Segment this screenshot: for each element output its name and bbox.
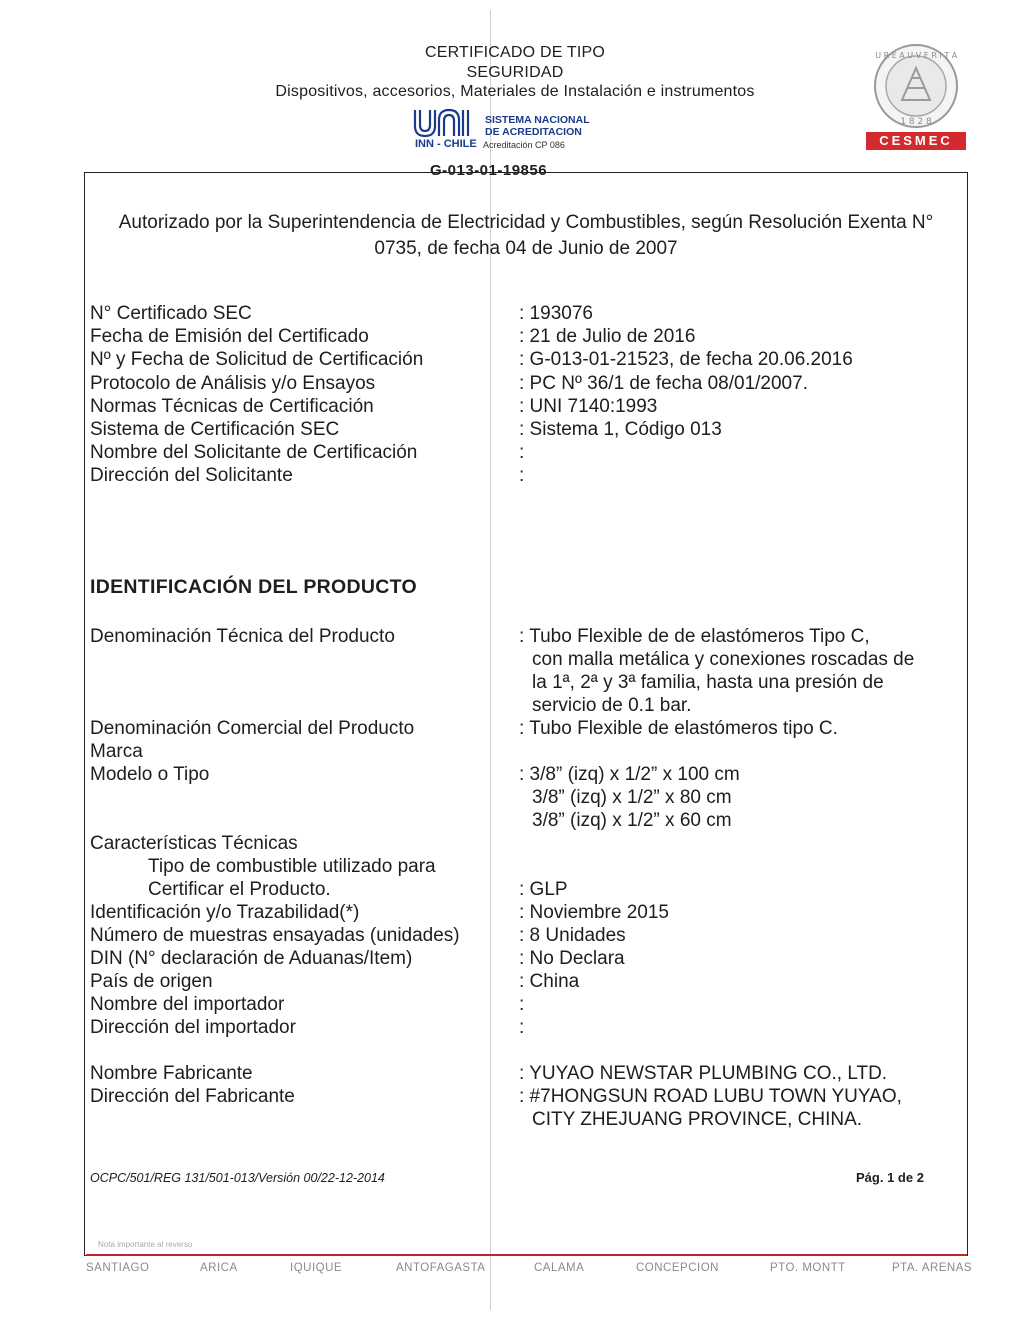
header-scope: Dispositivos, accesorios, Materiales de Instalación e instrumentos xyxy=(275,83,755,100)
model-value-line: : 3/8” (izq) x 1/2” x 100 cm xyxy=(519,764,740,785)
header-subtitle: SEGURIDAD xyxy=(466,64,564,81)
office-city: CALAMA xyxy=(534,1262,585,1274)
field-label: Protocolo de Análisis y/o Ensayos xyxy=(90,373,376,394)
inn-sistema-line1: SISTEMA NACIONAL xyxy=(485,114,590,126)
field-value: : G-013-01-21523, de fecha 20.06.2016 xyxy=(519,349,853,370)
tech-name-value-line: : Tubo Flexible de de elastómeros Tipo C, xyxy=(519,626,870,647)
footer-note: Nota importante al reverso xyxy=(98,1240,193,1249)
inn-chile-logo xyxy=(413,108,623,152)
commercial-name-label: Denominación Comercial del Producto xyxy=(90,718,415,739)
authorization-line2: 0735, de fecha 04 de Junio de 2007 xyxy=(374,238,678,259)
office-city: PTA. ARENAS xyxy=(892,1262,973,1274)
bureau-veritas-seal-icon xyxy=(872,40,960,132)
fuel-value: : GLP xyxy=(519,879,568,900)
authorization-line1: Autorizado por la Superintendencia de Electricidad y Combustibles, según Resolución Exenta N° xyxy=(118,212,934,233)
traceability-label: Identificación y/o Trazabilidad(*) xyxy=(90,902,360,923)
svg-text:1 8 2 8: 1 8 2 8 xyxy=(900,117,932,127)
certificate-code: G-013-01-19856 xyxy=(430,162,548,179)
manufacturer-address-line2: CITY ZHEJUANG PROVINCE, CHINA. xyxy=(532,1109,863,1130)
office-city: ANTOFAGASTA xyxy=(396,1262,486,1274)
field-value: : UNI 7140:1993 xyxy=(519,396,658,417)
field-value: : 193076 xyxy=(519,303,593,324)
tech-name-value-line: con malla metálica y conexiones roscadas de xyxy=(532,649,915,670)
manufacturer-name-value: : YUYAO NEWSTAR PLUMBING CO., LTD. xyxy=(519,1063,888,1084)
traceability-value: : Noviembre 2015 xyxy=(519,902,669,923)
inn-sistema-line2: DE ACREDITACION xyxy=(485,126,582,138)
product-section-title: IDENTIFICACIÓN DEL PRODUCTO xyxy=(90,576,417,598)
field-label: Sistema de Certificación SEC xyxy=(90,419,340,440)
din-value: : No Declara xyxy=(519,948,625,969)
page-number: Pág. 1 de 2 xyxy=(856,1170,924,1185)
field-label: Nombre del Solicitante de Certificación xyxy=(90,442,418,463)
tech-name-value-line: la 1ª, 2ª y 3ª familia, hasta una presión de xyxy=(532,672,884,693)
field-label: N° Certificado SEC xyxy=(90,303,252,324)
bureau-veritas-seal xyxy=(872,40,960,132)
office-city: CONCEPCION xyxy=(636,1262,719,1274)
field-value: : xyxy=(519,442,525,463)
importer-name-value: : xyxy=(519,994,525,1015)
field-value: : xyxy=(519,465,525,486)
importer-address-label: Dirección del importador xyxy=(90,1017,296,1038)
manufacturer-name-label: Nombre Fabricante xyxy=(90,1063,253,1084)
samples-label: Número de muestras ensayadas (unidades) xyxy=(90,925,460,946)
field-value: : 21 de Julio de 2016 xyxy=(519,326,696,347)
characteristics-label: Características Técnicas xyxy=(90,833,298,854)
model-value-line: 3/8” (izq) x 1/2” x 60 cm xyxy=(532,810,732,831)
din-label: DIN (N° declaración de Aduanas/Item) xyxy=(90,948,413,969)
frame-bottom-accent xyxy=(86,1254,967,1256)
office-city: SANTIAGO xyxy=(86,1262,150,1274)
inn-accreditation: Acreditación CP 086 xyxy=(483,140,565,150)
field-label: Dirección del Solicitante xyxy=(90,465,293,486)
field-value: : PC Nº 36/1 de fecha 08/01/2007. xyxy=(519,373,808,394)
model-label: Modelo o Tipo xyxy=(90,764,210,785)
inn-logo-icon xyxy=(413,108,479,138)
tech-name-value-line: servicio de 0.1 bar. xyxy=(532,695,692,716)
manufacturer-address-label: Dirección del Fabricante xyxy=(90,1086,295,1107)
importer-address-value: : xyxy=(519,1017,525,1038)
document-reference: OCPC/501/REG 131/501-013/Versión 00/22-12-2014 xyxy=(90,1171,385,1185)
fuel-label-line2: Certificar el Producto. xyxy=(148,879,331,900)
svg-text:B U R E A U V E R I T A S: B U R E A U V E R I T A S xyxy=(872,51,960,60)
field-label: Nº y Fecha de Solicitud de Certificación xyxy=(90,349,424,370)
importer-name-label: Nombre del importador xyxy=(90,994,285,1015)
tech-name-label: Denominación Técnica del Producto xyxy=(90,626,395,647)
field-label: Fecha de Emisión del Certificado xyxy=(90,326,369,347)
samples-value: : 8 Unidades xyxy=(519,925,626,946)
office-city: ARICA xyxy=(200,1262,238,1274)
office-city: IQUIQUE xyxy=(290,1262,343,1274)
header-title: CERTIFICADO DE TIPO xyxy=(424,44,606,61)
model-value-line: 3/8” (izq) x 1/2” x 80 cm xyxy=(532,787,732,808)
origin-label: País de origen xyxy=(90,971,213,992)
field-label: Normas Técnicas de Certificación xyxy=(90,396,374,417)
cesmec-badge: CESMEC xyxy=(866,132,966,150)
inn-logo-caption: INN - CHILE xyxy=(415,138,477,150)
manufacturer-address-line1: : #7HONGSUN ROAD LUBU TOWN YUYAO, xyxy=(519,1086,902,1107)
origin-value: : China xyxy=(519,971,580,992)
fuel-label-line1: Tipo de combustible utilizado para xyxy=(148,856,436,877)
brand-label: Marca xyxy=(90,741,143,762)
commercial-name-value: : Tubo Flexible de elastómeros tipo C. xyxy=(519,718,838,739)
field-value: : Sistema 1, Código 013 xyxy=(519,419,722,440)
office-city: PTO. MONTT xyxy=(770,1262,846,1274)
